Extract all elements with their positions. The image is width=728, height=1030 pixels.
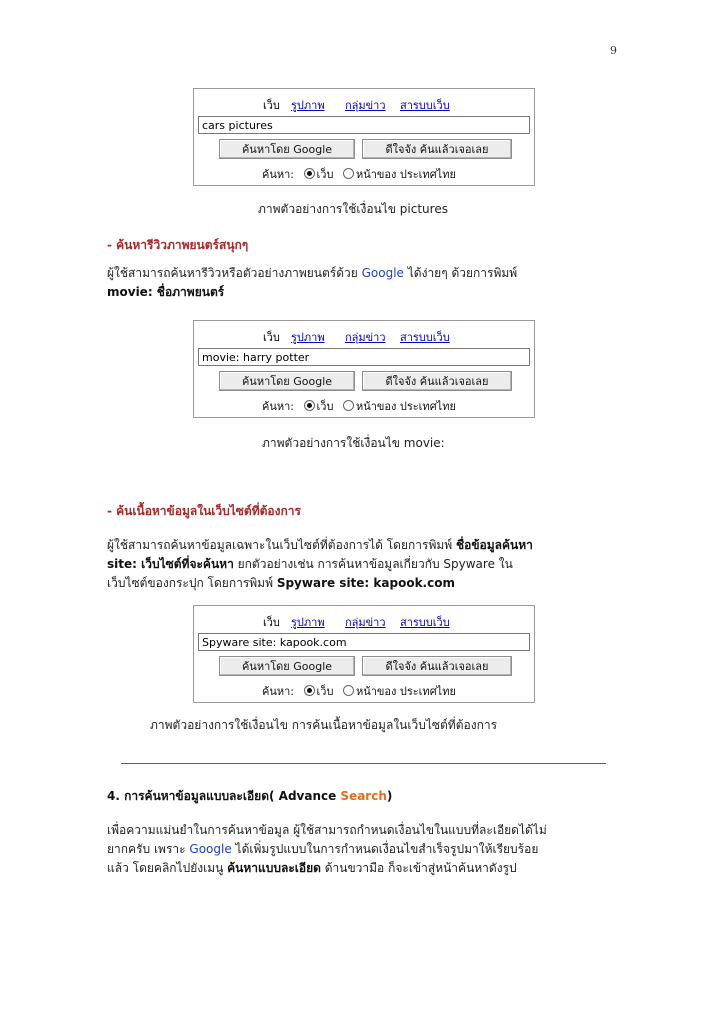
- radio-thai[interactable]: [343, 168, 354, 179]
- section-divider: [121, 763, 606, 764]
- tab-images[interactable]: รูปภาพ: [291, 616, 325, 629]
- search-tabs: [194, 96, 534, 110]
- movie-text-1: ผู้ใช้สามารถค้นหารีวิวหรือตัวอย่างภาพยนตร์ด้วย: [107, 266, 362, 280]
- advance-line-1: เพื่อความแม่นยำในการค้นหาข้อมูล ผู้ใช้สามารถกำหนดเงื่อนไขในแบบที่ละเอียดได้ไม่: [107, 823, 547, 837]
- tab-web[interactable]: เว็บ: [263, 616, 280, 629]
- google-search-button[interactable]: ค้นหาโดย Google: [219, 371, 355, 391]
- radio-thai-label: หน้าของ ประเทศไทย: [355, 168, 456, 181]
- tab-groups[interactable]: กลุ่มข่าว: [345, 616, 386, 629]
- advance-title-2: ): [386, 789, 393, 803]
- radio-web-label: เว็บ: [316, 685, 334, 698]
- radio-thai-label: หน้าของ ประเทศไทย: [355, 685, 456, 698]
- lucky-button[interactable]: ดีใจจัง ค้นแล้วเจอเลย: [362, 656, 512, 676]
- site-bold-1: ชื่อข้อมูลค้นหา: [456, 538, 533, 552]
- radio-thai[interactable]: [343, 685, 354, 696]
- advance-text-3a: แล้ว โดยคลิกไปยังเมนู: [107, 861, 228, 875]
- search-scope-label: ค้นหา:: [262, 168, 295, 181]
- tab-images[interactable]: รูปภาพ: [291, 99, 325, 112]
- advance-menu-name: ค้นหาแบบละเอียด: [227, 861, 321, 875]
- radio-web-label: เว็บ: [316, 400, 334, 413]
- tab-web[interactable]: เว็บ: [263, 99, 280, 112]
- radio-thai-label: หน้าของ ประเทศไทย: [355, 400, 456, 413]
- movie-text-2: ได้ง่ายๆ ด้วยการพิมพ์: [403, 266, 518, 280]
- page-number: 9: [610, 44, 617, 57]
- advance-text-2a: ยากครับ เพราะ: [107, 842, 190, 856]
- advance-title-search: Search: [340, 789, 387, 803]
- site-text-1: ผู้ใช้สามารถค้นหาข้อมูลเฉพาะในเว็บไซต์ที่ต้องการได้ โดยการพิมพ์: [107, 538, 456, 552]
- search-input[interactable]: [198, 633, 530, 651]
- paragraph-advance: [107, 821, 627, 878]
- heading-site: - ค้นเนื้อหาข้อมูลในเว็บไซต์ที่ต้องการ: [107, 504, 301, 518]
- advance-text-3b: ด้านขวามือ ก็จะเข้าสู่หน้าค้นหาดังรูป: [320, 861, 517, 875]
- search-input[interactable]: [198, 116, 530, 134]
- search-screenshot-1: [193, 88, 535, 186]
- radio-web[interactable]: [304, 400, 315, 411]
- tab-web[interactable]: เว็บ: [263, 331, 280, 344]
- movie-syntax: movie: ชื่อภาพยนตร์: [107, 285, 225, 299]
- advance-text-2b: ได้เพิ่มรูปแบบในการกำหนดเงื่อนไขสำเร็จรูปมาให้เรียบร้อย: [231, 842, 539, 856]
- search-screenshot-3: [193, 605, 535, 703]
- tab-directory[interactable]: สารบบเว็บ: [400, 99, 450, 112]
- tab-directory[interactable]: สารบบเว็บ: [400, 331, 450, 344]
- paragraph-site: [107, 536, 627, 593]
- advance-title-1: 4. การค้นหาข้อมูลแบบละเอียด( Advance: [107, 789, 341, 803]
- site-text-2: ยกตัวอย่างเช่น การค้นหาข้อมูลเกี่ยวกับ Spyware ใน: [233, 557, 513, 571]
- radio-web[interactable]: [304, 685, 315, 696]
- heading-movie: - ค้นหารีวิวภาพยนตร์สนุกๆ: [107, 238, 249, 252]
- caption-3: ภาพตัวอย่างการใช้เงื่อนไข การค้นเนื้อหาข้อมูลในเว็บไซต์ที่ต้องการ: [150, 718, 498, 732]
- radio-web-label: เว็บ: [316, 168, 334, 181]
- google-word: Google: [361, 266, 404, 280]
- search-screenshot-2: [193, 320, 535, 418]
- google-search-button[interactable]: ค้นหาโดย Google: [219, 656, 355, 676]
- section-title-advance: [107, 787, 392, 806]
- search-scope: [262, 165, 456, 183]
- paragraph-movie: [107, 264, 627, 302]
- search-scope-label: ค้นหา:: [262, 685, 295, 698]
- search-tabs: [194, 328, 534, 342]
- lucky-button[interactable]: ดีใจจัง ค้นแล้วเจอเลย: [362, 371, 512, 391]
- search-input[interactable]: [198, 348, 530, 366]
- search-tabs: [194, 613, 534, 627]
- search-scope: [262, 397, 456, 415]
- search-scope-label: ค้นหา:: [262, 400, 295, 413]
- tab-directory[interactable]: สารบบเว็บ: [400, 616, 450, 629]
- google-word: Google: [189, 842, 232, 856]
- site-example: Spyware site: kapook.com: [276, 576, 455, 590]
- tab-images[interactable]: รูปภาพ: [291, 331, 325, 344]
- radio-thai[interactable]: [343, 400, 354, 411]
- search-scope: [262, 682, 456, 700]
- lucky-button[interactable]: ดีใจจัง ค้นแล้วเจอเลย: [362, 139, 512, 159]
- caption-2: ภาพตัวอย่างการใช้เงื่อนไข movie:: [262, 436, 445, 450]
- site-syntax: site: เว็บไซต์ที่จะค้นหา: [107, 557, 234, 571]
- google-search-button[interactable]: ค้นหาโดย Google: [219, 139, 355, 159]
- tab-groups[interactable]: กลุ่มข่าว: [345, 331, 386, 344]
- tab-groups[interactable]: กลุ่มข่าว: [345, 99, 386, 112]
- caption-1: ภาพตัวอย่างการใช้เงื่อนไข pictures: [258, 202, 448, 216]
- radio-web[interactable]: [304, 168, 315, 179]
- site-text-3: เว็บไซต์ของกระปุก โดยการพิมพ์: [107, 576, 277, 590]
